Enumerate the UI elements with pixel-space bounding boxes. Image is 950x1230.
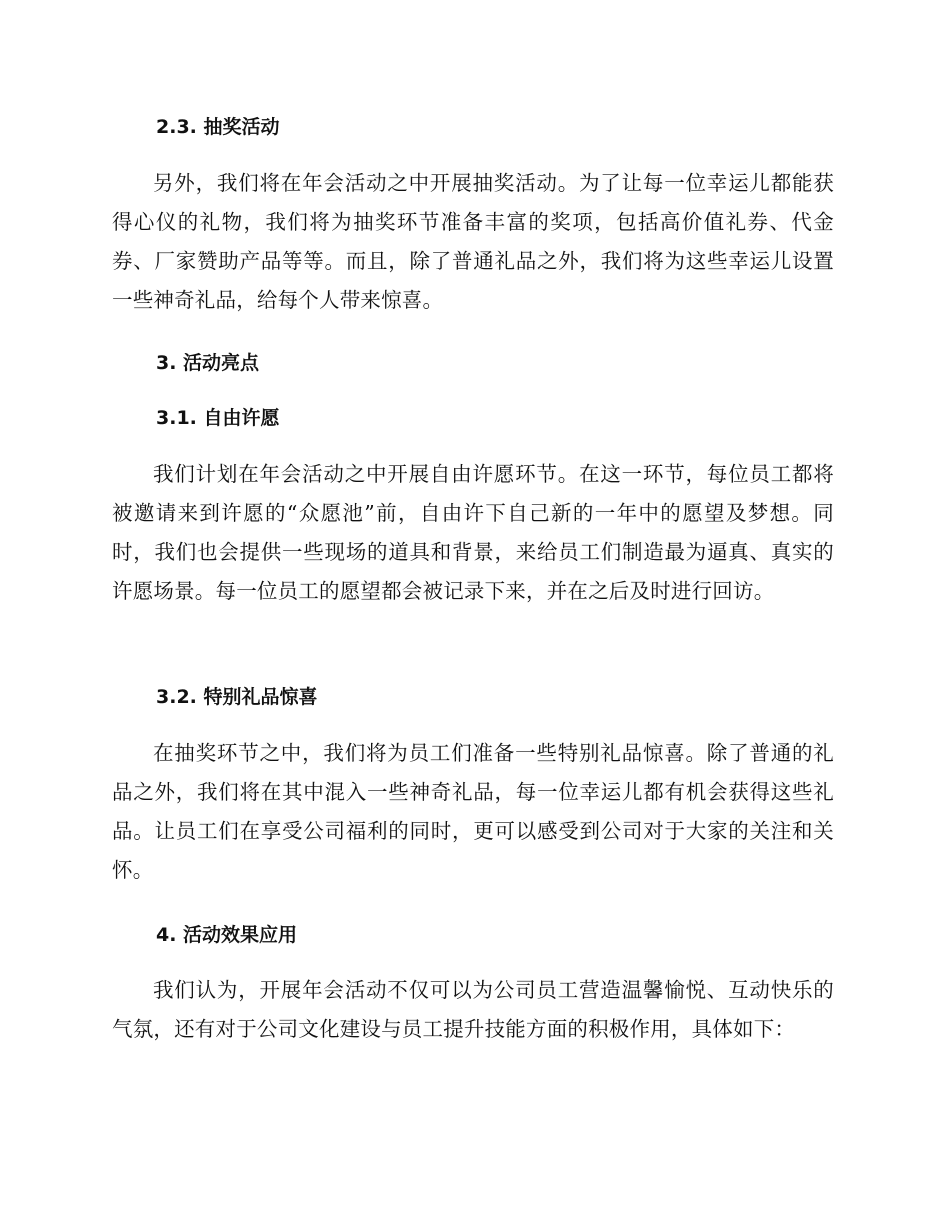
heading-3-highlights: 3. 活动亮点 [156,352,260,374]
paragraph-special-gift: 在抽奖环节之中，我们将为员工们准备一些特别礼品惊喜。除了普通的礼品之外，我们将在其中混入一些神奇礼品，每一位幸运儿都有机会获得这些礼品。让员工们在享受公司福利的同时，更可以感受到公司对于大家的关注和关怀。 [112,741,834,882]
paragraph-free-wish: 我们计划在年会活动之中开展自由许愿环节。在这一环节，每位员工都将被邀请来到许愿的“众愿池”前，自由许下自己新的一年中的愿望及梦想。同时，我们也会提供一些现场的道具和背景，来给员工们制造最为逼真、真实的许愿场景。每一位员工的愿望都会被记录下来，并在之后及时进行回访。 [112,462,834,603]
heading-4-effect-application: 4. 活动效果应用 [156,924,298,946]
heading-3-1-free-wish: 3.1. 自由许愿 [156,407,280,429]
heading-3-2-special-gift: 3.2. 特别礼品惊喜 [156,686,318,708]
paragraph-lottery: 另外，我们将在年会活动之中开展抽奖活动。为了让每一位幸运儿都能获得心仪的礼物，我们将为抽奖环节准备丰富的奖项，包括高价值礼券、代金券、厂家赞助产品等等。而且，除了普通礼品之外，我们将为这些幸运儿设置一些神奇礼品，给每个人带来惊喜。 [112,171,834,312]
heading-2-3-lottery: 2.3. 抽奖活动 [156,116,280,138]
paragraph-effect-application: 我们认为，开展年会活动不仅可以为公司员工营造温馨愉悦、互动快乐的气氛，还有对于公司文化建设与员工提升技能方面的积极作用，具体如下： [112,978,834,1041]
